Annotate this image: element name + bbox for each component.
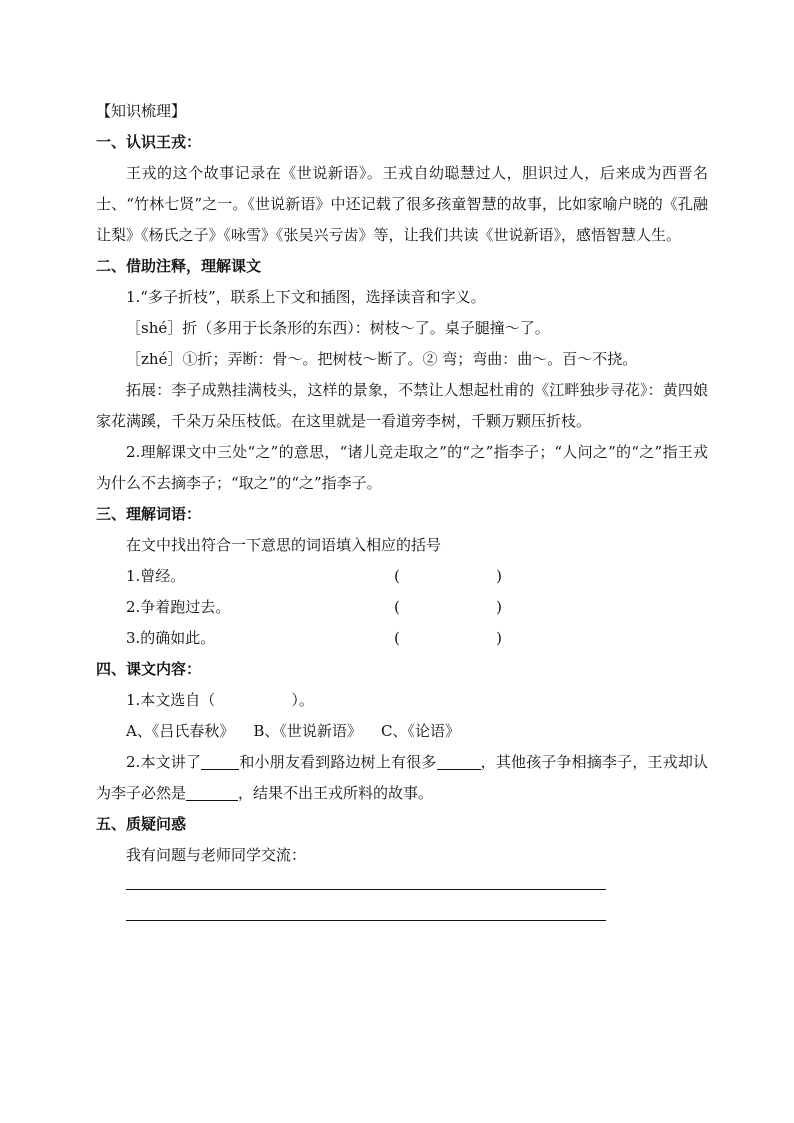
extension-paragraph: 拓展：李子成熟挂满枝头，这样的景象，不禁让人想起杜甫的《江畔独步寻花》：黄四娘家花满蹊，千朵万朵压枝低。在这里就是一看道旁李树，千颗万颗压折枝。 [96,381,708,430]
vocab-item: 1.曾经。 ( ) [126,567,502,585]
answer-options: A、《吕氏春秋》 B、《世说新语》 C、《论语》 [126,722,460,740]
section-2-question-2: 2.理解课文中三处“之”的意思，“诸儿竞走取之”的“之”指李子；“人问之”的“之”指王戎为什么不去摘李子；“取之”的“之”指李子。 [96,443,708,492]
answer-blank[interactable] [437,751,481,770]
answer-blank[interactable] [201,751,239,770]
answer-line[interactable] [126,889,606,890]
section-4-heading: 四、课文内容： [96,660,202,678]
vocab-item-label: 1.曾经。 [126,567,186,585]
section-5-heading: 五、质疑问惑 [96,815,187,833]
section-3-intro: 在文中找出符合一下意思的词语填入相应的括号 [126,536,442,554]
section-2-question-1: 1.“多子折枝”，联系上下文和插图，选择读音和字义。 [126,288,486,306]
section-1-heading: 一、认识王戎： [96,133,202,151]
worksheet-content [96,96,708,941]
answer-blank[interactable] [186,782,238,801]
vocab-item: 2.争着跑过去。 ( ) [126,598,502,616]
vocab-item-label: 2.争着跑过去。 [126,598,231,616]
section-2-heading: 二、借助注释，理解课文 [96,257,262,275]
pronunciation-she: ［shé］折（多用于长条形的东西）：树枝～了。桌子腿撞～了。 [126,319,550,337]
section-5-prompt: 我有问题与老师同学交流： [126,846,307,864]
section-4-question-1: 1.本文选自（ ）。 [126,691,314,709]
pronunciation-zhe: ［zhé］①折；弄断：骨～。把树枝～断了。② 弯；弯曲：曲～。百～不挠。 [126,350,638,368]
vocab-item: 3.的确如此。 ( ) [126,629,502,647]
section-1-paragraph: 王戎的这个故事记录在《世说新语》。王戎自幼聪慧过人，胆识过人，后来成为西晋名士、“竹林七贤”之一。《世说新语》中还记载了很多孩童智慧的故事，比如家喻户晓的《孔融让梨》《杨氏之子》《咏雪》《张吴兴亏齿》等，让我们共读《世说新语》，感悟智慧人生。 [96,164,708,244]
section-title: 【知识梳理】 [96,102,187,120]
section-3-heading: 三、理解词语： [96,505,202,523]
answer-line[interactable] [126,920,606,921]
vocab-item-label: 3.的确如此。 [126,629,216,647]
section-4-question-2: 2.本文讲了 和小朋友看到路边树上有很多 ，其他孩子争相摘李子，王戎却认为李子必然是 ，结果不出王戎所料的故事。 [96,753,708,802]
answer-lines [96,871,708,941]
